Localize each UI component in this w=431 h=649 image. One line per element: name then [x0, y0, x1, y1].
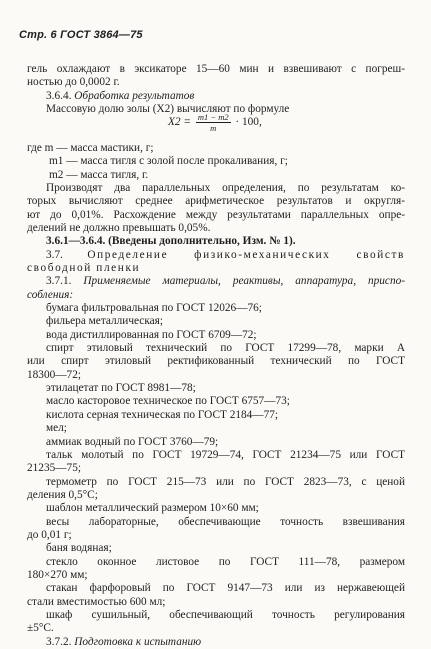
list-item: баня водяная;: [46, 542, 112, 555]
list-item: 21235—75;: [27, 462, 81, 475]
text-line: гель охлаждают в эксикаторе 15—60 мин и взвешивают с погреш-: [27, 63, 405, 75]
list-item: стали вместимостью 600 мл;: [27, 595, 166, 608]
text-line: торых вычисляют среднее арифметическое результатов и округля-: [27, 195, 405, 208]
text-line: собления:: [27, 288, 74, 301]
section-heading: свободной пленки: [27, 261, 141, 274]
list-item: бумага фильтровальная по ГОСТ 12026—76;: [46, 302, 262, 314]
list-item: стекло оконное листовое по ГОСТ 111—78, размером: [46, 555, 405, 568]
list-item: вода дистиллированная по ГОСТ 6709—72;: [46, 328, 257, 341]
page-header: Стр. 6 ГОСТ 3864—75: [19, 29, 143, 41]
list-item: или спирт этиловый ректификованный технический по ГОСТ: [27, 355, 405, 368]
list-item: фильера металлическая;: [46, 315, 163, 328]
list-item: тальк молотый по ГОСТ 19729—74, ГОСТ 21234—75 или ГОСТ: [46, 448, 405, 461]
text-line: m1 — масса тигля с золой после прокаливания, г;: [49, 155, 288, 168]
section-heading: 3.7.1. Применяемые материалы, реактивы, аппаратура, приспо-: [46, 275, 405, 288]
list-item: масло касторовое техническое по ГОСТ 6757—73;: [46, 395, 290, 408]
list-item: 180×270 мм;: [27, 569, 88, 581]
list-item: деления 0,5°С;: [27, 488, 98, 501]
list-item: до 0,01 г;: [27, 528, 72, 541]
text-line: Производят два параллельных определения, по результатам ко-: [46, 181, 405, 194]
list-item: мел;: [46, 422, 67, 435]
text-line: делений не должно превышать 0,05%.: [27, 221, 211, 234]
formula: X2 = $\frac{m1 - m2}{m}$ · 100,: [168, 112, 262, 134]
list-item: ±5°С.: [27, 622, 54, 635]
section-heading: 3.7. Определение физико-механических свойств: [46, 248, 405, 261]
text-line: Массовую долю золы (X2) вычисляют по формуле: [46, 103, 290, 115]
list-item: весы лабораторные, обеспечивающие точность взвешивания: [46, 515, 405, 528]
text-line: ностью до 0,0002 г.: [27, 76, 120, 89]
list-item: термометр по ГОСТ 215—73 или по ГОСТ 2823—73, с ценой: [46, 475, 405, 488]
list-item: аммиак водный по ГОСТ 3760—79;: [46, 435, 219, 448]
list-item: шкаф сушильный, обеспечивающий точность регулирования: [46, 609, 405, 621]
list-item: этилацетат по ГОСТ 8981—78;: [46, 382, 196, 395]
text-line: m2 — масса тигля, г.: [49, 168, 149, 181]
section-heading: 3.6.4. Обработка результатов: [46, 89, 195, 102]
list-item: шаблон металлический размером 10×60 мм;: [46, 502, 259, 515]
text-line: где m — масса мастики, г;: [27, 141, 154, 154]
amendment-note: 3.6.1—3.6.4. (Введены дополнительно, Изм. № 1).: [46, 235, 296, 248]
section-heading: 3.7.2. Подготовка к испытанию: [46, 635, 202, 648]
list-item: кислота серная техническая по ГОСТ 2184—77;: [46, 408, 279, 421]
list-item: 18300—72;: [27, 368, 81, 381]
list-item: спирт этиловый технический по ГОСТ 17299—78, марки А: [46, 342, 405, 354]
text-line: ют до 0,01%. Расхождение между результатами параллельных опре-: [27, 208, 405, 221]
list-item: стакан фарфоровый по ГОСТ 9147—73 или из нержавеющей: [46, 582, 405, 595]
